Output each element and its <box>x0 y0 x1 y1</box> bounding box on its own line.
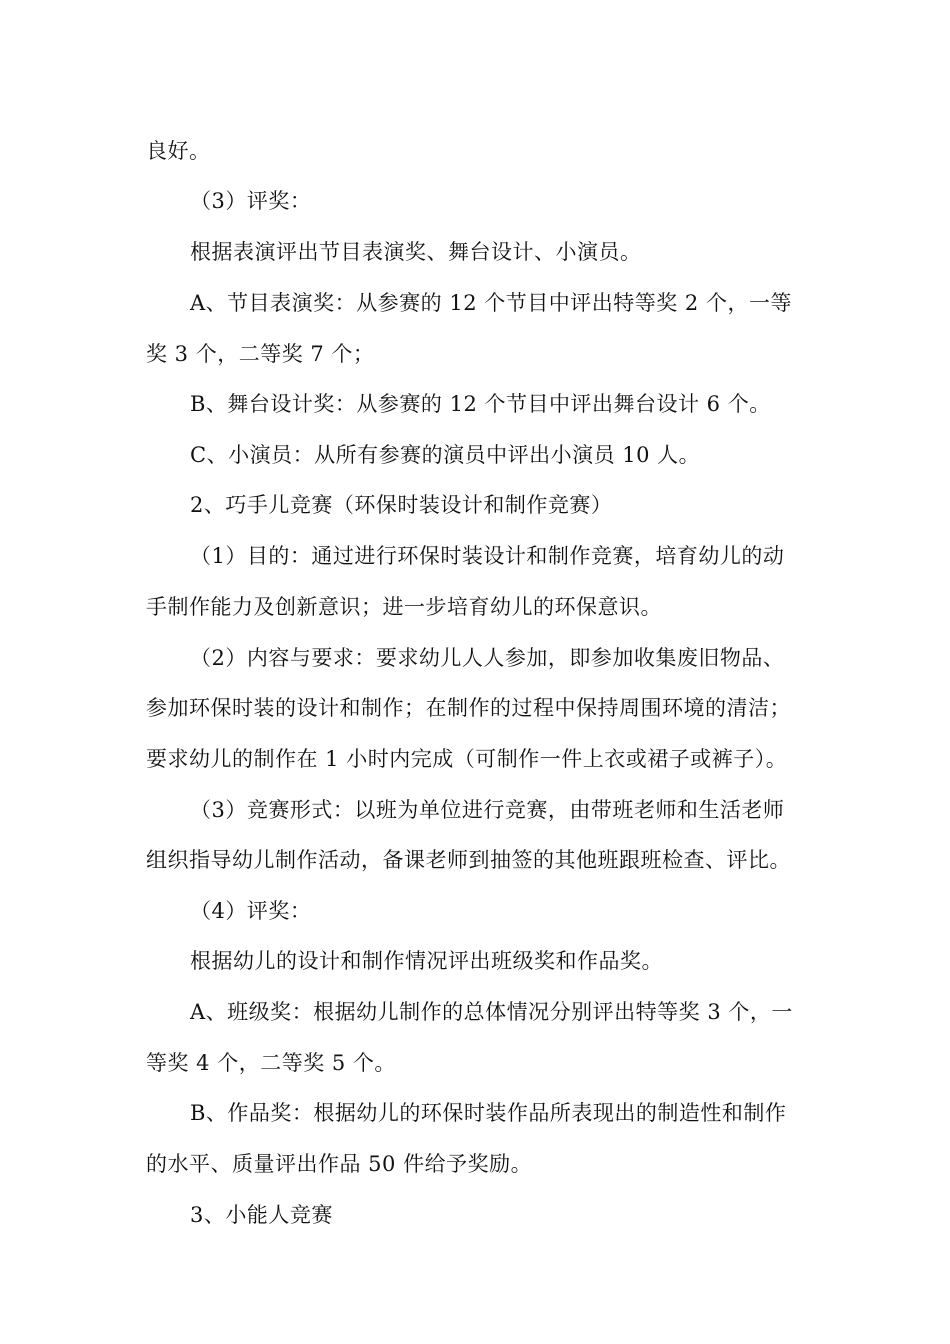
text-line: 奖 3 个，二等奖 7 个； <box>146 342 375 366</box>
text-line: B、作品奖：根据幼儿的环保时装作品所表现出的制造性和制作 <box>190 1101 787 1125</box>
text-line: 的水平、质量评出作品 50 件给予奖励。 <box>146 1152 533 1176</box>
text-line: A、班级奖：根据幼儿制作的总体情况分别评出特等奖 3 个，一 <box>190 1000 793 1024</box>
text-line: 根据幼儿的设计和制作情况评出班级奖和作品奖。 <box>190 949 663 973</box>
text-line: （1）目的：通过进行环保时装设计和制作竞赛，培育幼儿的动 <box>190 544 785 568</box>
text-line: A、节目表演奖：从参赛的 12 个节目中评出特等奖 2 个，一等 <box>190 291 792 315</box>
text-line: 要求幼儿的制作在 1 小时内完成（可制作一件上衣或裙子或裤子）。 <box>146 747 788 771</box>
text-line: C、小演员：从所有参赛的演员中评出小演员 10 人。 <box>190 443 701 467</box>
text-line: 手制作能力及创新意识；进一步培育幼儿的环保意识。 <box>146 595 662 619</box>
section-heading: 3、小能人竞赛 <box>190 1203 333 1227</box>
text-line: （2）内容与要求：要求幼儿人人参加，即参加收集废旧物品、 <box>190 646 785 670</box>
section-heading: 2、巧手儿竞赛（环保时装设计和制作竞赛） <box>190 493 613 517</box>
text-line: 组织指导幼儿制作活动，备课老师到抽签的其他班跟班检查、评比。 <box>146 848 791 872</box>
text-line: 等奖 4 个，二等奖 5 个。 <box>146 1051 396 1075</box>
text-line: 参加环保时装的设计和制作；在制作的过程中保持周围环境的清洁； <box>146 696 791 720</box>
text-line: 根据表演评出节目表演奖、舞台设计、小演员。 <box>190 240 642 264</box>
text-line: B、舞台设计奖：从参赛的 12 个节目中评出舞台设计 6 个。 <box>190 392 771 416</box>
section-heading: （3）评奖： <box>190 189 312 213</box>
text-line: （3）竞赛形式：以班为单位进行竞赛，由带班老师和生活老师 <box>190 798 785 822</box>
section-heading: （4）评奖： <box>190 899 312 923</box>
text-line: 良好。 <box>146 139 211 163</box>
